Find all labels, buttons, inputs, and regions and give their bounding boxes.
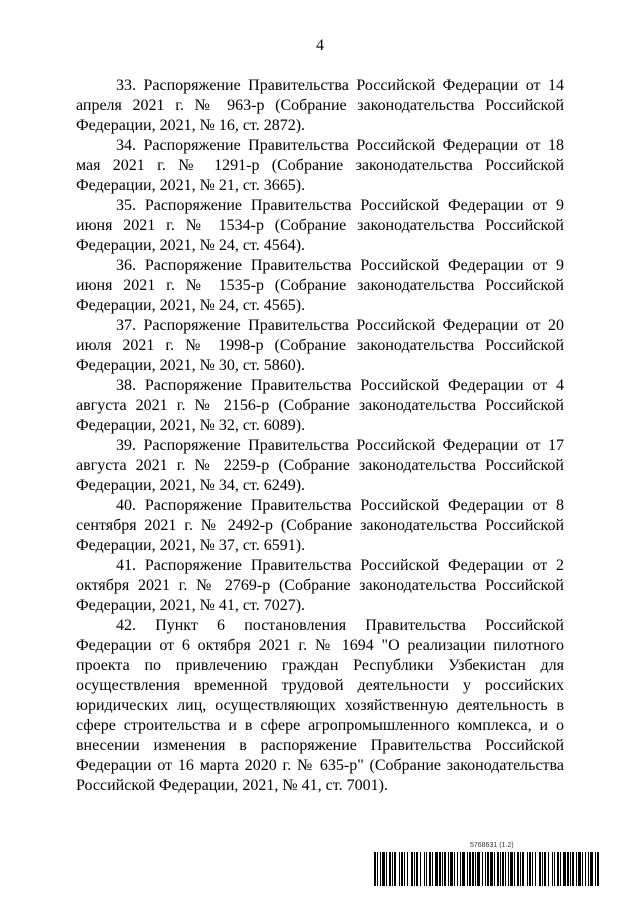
list-item: 37. Распоряжение Правительства Российской Федерации от 20 июля 2021 г. № 1998-р (Собрание законодательства Российской Федерации, 2021, № 30, ст. 5860). — [76, 317, 564, 374]
list-item: 34. Распоряжение Правительства Российской Федерации от 18 мая 2021 г. № 1291-р (Собрание законодательства Российской Федерации, 2021, № 21, ст. 3665). — [76, 137, 564, 194]
list-item: 42. Пункт 6 постановления Правительства Российской Федерации от 6 октября 2021 г. № 1694 "О реализации пилотного проекта по привлечению граждан Республики Узбекистан для осуществления временной трудовой деятельности у российских юридических лиц, осуществляющих хозяйственную деятельность в сфере строительства и в сфере агропромышленного комплекса, и о внесении изменения в распоряжение Правительства Российской Федерации от 16 марта 2020 г. № 635-р" (Собрание законодательства Российской Федерации, 2021, № 41, ст. 7001). — [76, 617, 564, 794]
list-item: 40. Распоряжение Правительства Российской Федерации от 8 сентября 2021 г. № 2492-р (Собрание законодательства Российской Федерации, 2021, № 37, ст. 6591). — [76, 497, 564, 554]
list-item: 36. Распоряжение Правительства Российской Федерации от 9 июня 2021 г. № 1535-р (Собрание законодательства Российской Федерации, 2021, № 24, ст. 4565). — [76, 257, 564, 314]
list-item: 35. Распоряжение Правительства Российской Федерации от 9 июня 2021 г. № 1534-р (Собрание законодательства Российской Федерации, 2021, № 24, ст. 4564). — [76, 197, 564, 254]
barcode-block — [374, 842, 600, 886]
list-item: 39. Распоряжение Правительства Российской Федерации от 17 августа 2021 г. № 2259-р (Собрание законодательства Российской Федерации, 2021, № 34, ст. 6249). — [76, 437, 564, 494]
barcode-code: 5768631 (1.2) — [470, 842, 514, 849]
list-item: 41. Распоряжение Правительства Российской Федерации от 2 октября 2021 г. № 2769-р (Собрание законодательства Российской Федерации, 2021, № 41, ст. 7027). — [76, 557, 564, 614]
barcode-icon — [374, 852, 600, 886]
page-number: 4 — [316, 37, 324, 54]
list-item: 33. Распоряжение Правительства Российской Федерации от 14 апреля 2021 г. № 963-р (Собрание законодательства Российской Федерации, 2021, № 16, ст. 2872). — [76, 77, 564, 134]
list-item: 38. Распоряжение Правительства Российской Федерации от 4 августа 2021 г. № 2156-р (Собрание законодательства Российской Федерации, 2021, № 32, ст. 6089). — [76, 377, 564, 434]
document-body — [76, 76, 564, 796]
